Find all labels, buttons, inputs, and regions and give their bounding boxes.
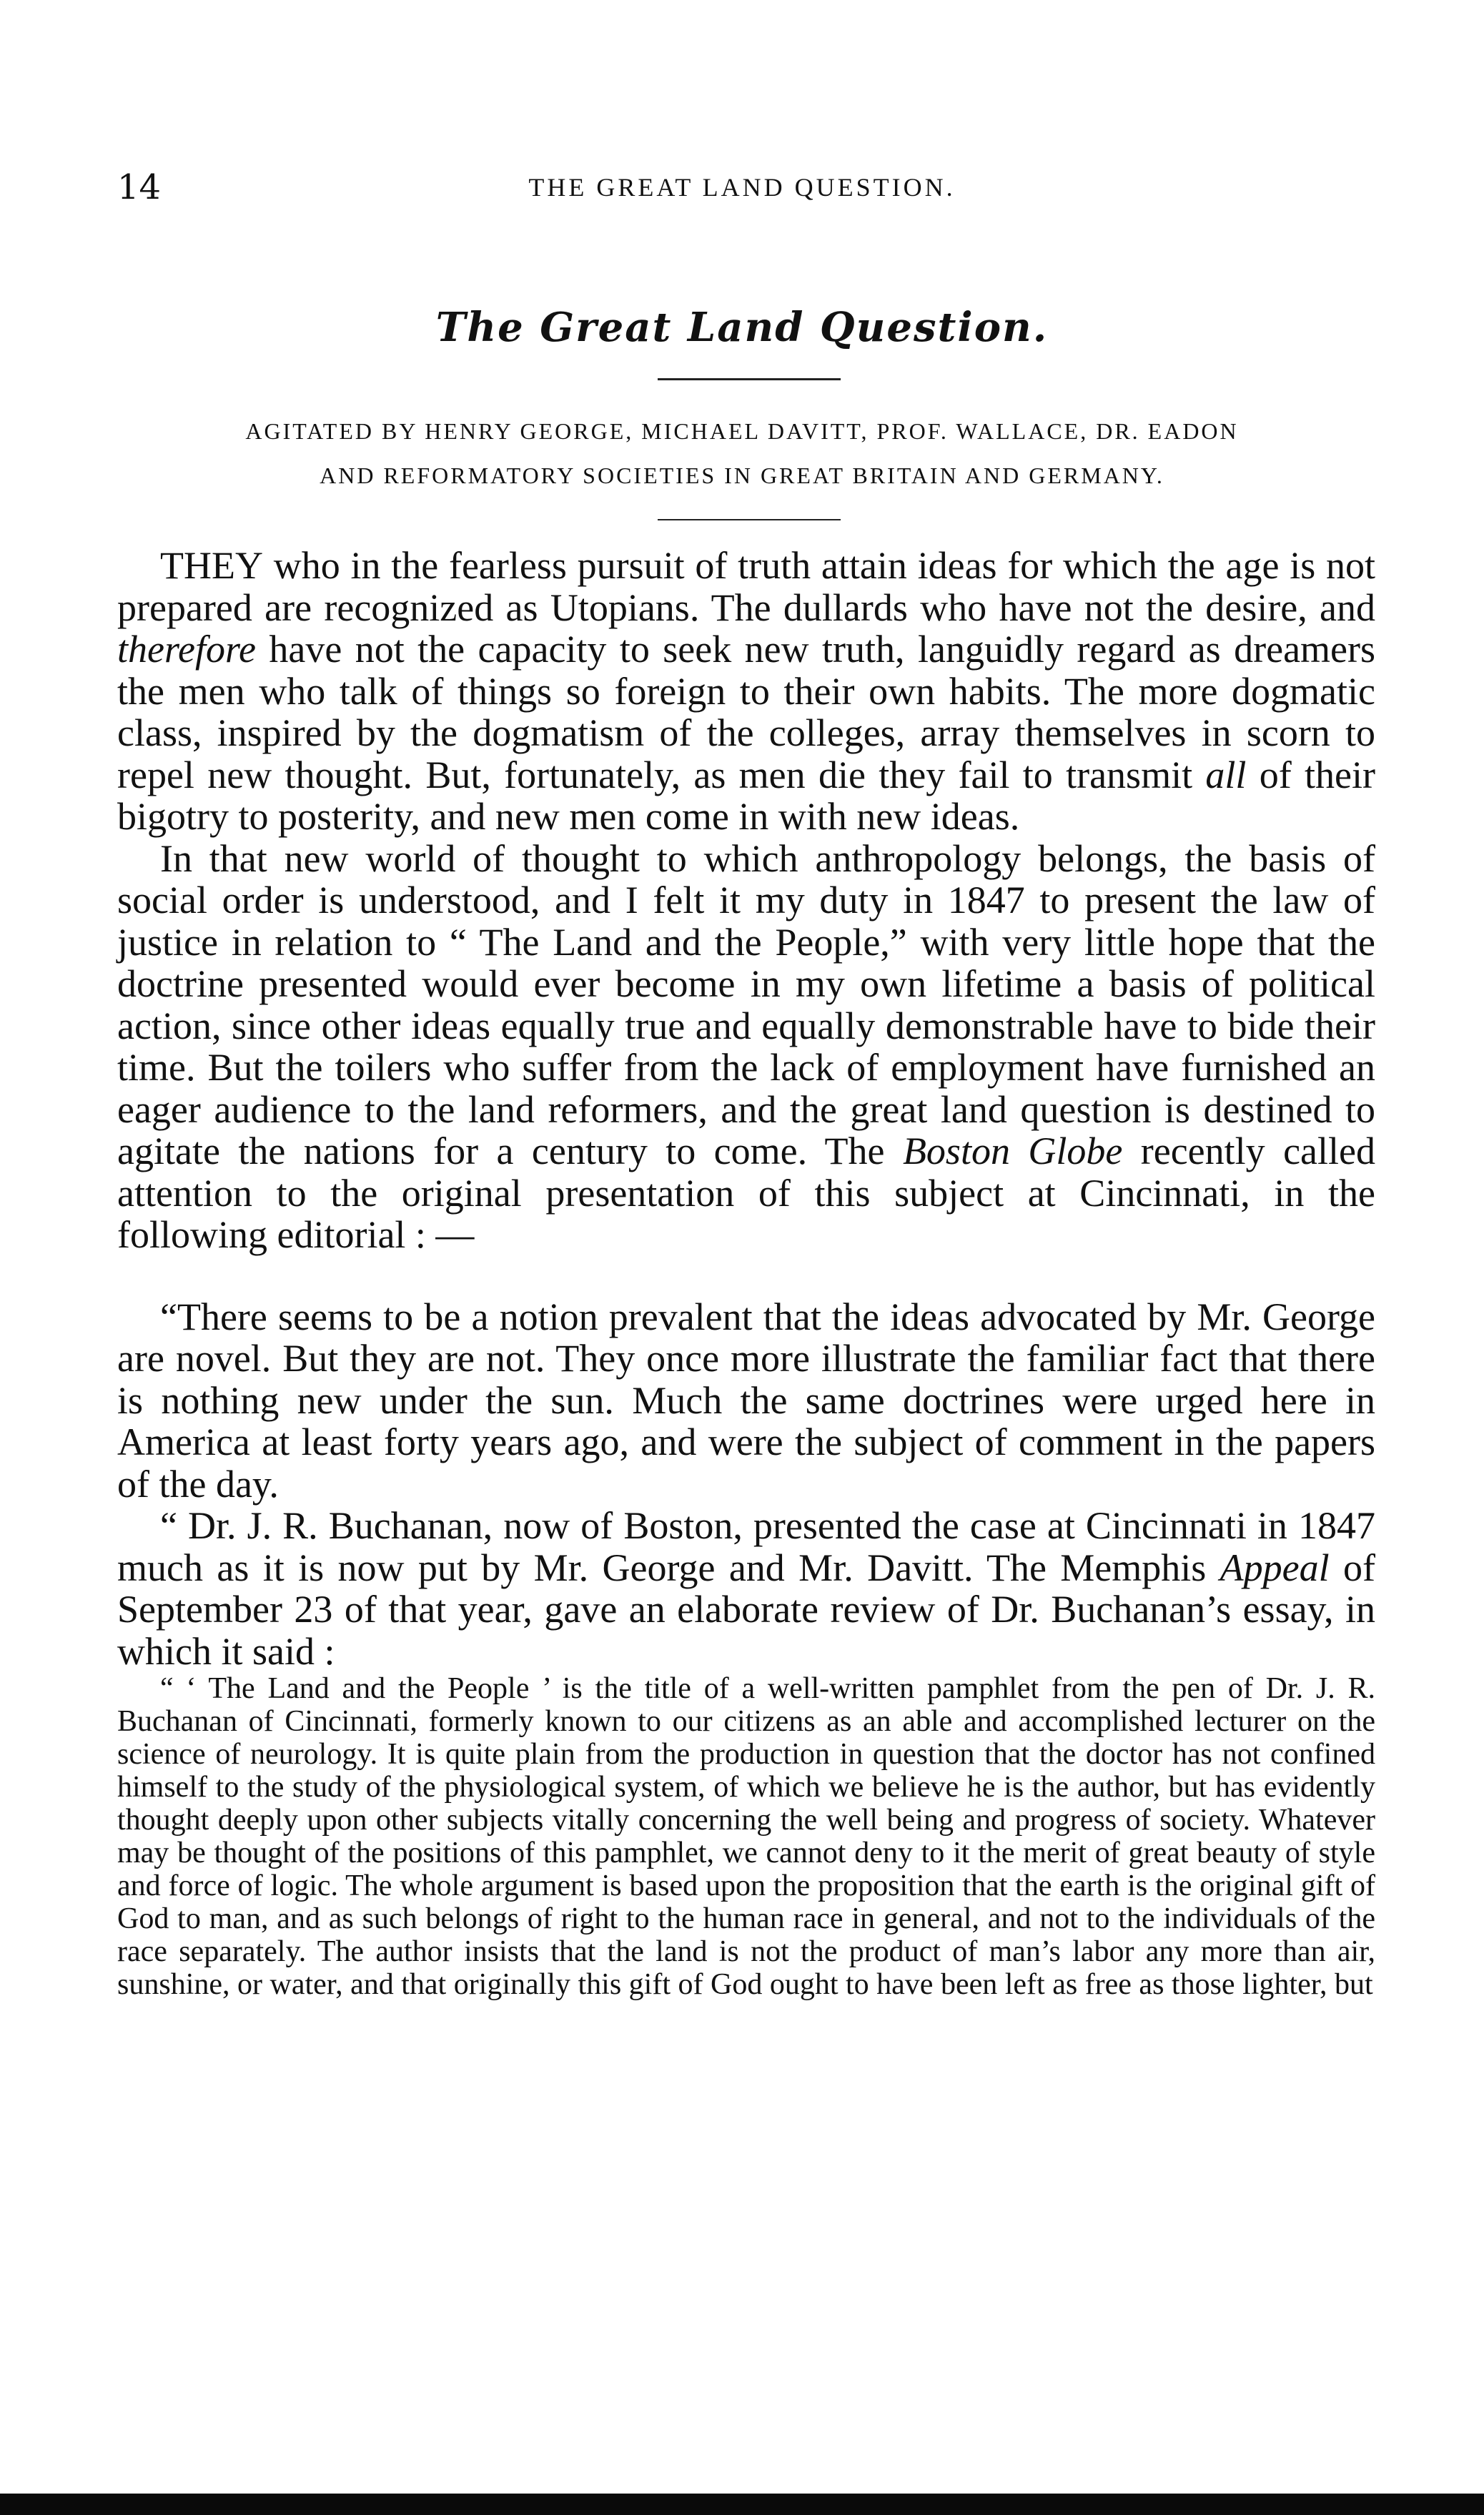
text-run: of their bigotry to posterity, and new men come in with new ideas. bbox=[117, 753, 1375, 838]
subtitle-line-1: AGITATED BY HENRY GEORGE, MICHAEL DAVITT, PROF. WALLACE, DR. EADON bbox=[245, 418, 1239, 444]
text-run: In that new world of thought to which anthropology belongs, the basis of social order is understood, and I felt it my duty in 1847 to present the law of justice in relation to “ The Land and the People,” with very little hope that the doctrine presented would ever become in my own lifetime a basis of political action, since other ideas equally true and equally demonstrable have to bide their time. But the toilers who suffer from the lack of employment have furnished an eager audience to the land reformers, and the great land question is destined to agitate the nations for a century to come. The bbox=[117, 836, 1375, 1172]
paragraph-2 bbox=[117, 838, 1375, 1256]
subtitle-rule bbox=[658, 519, 841, 520]
text-run: who in the fearless pursuit of truth attain ideas for which the age is not prepared are recognized as Utopians. The dullards who have not the desire, and bbox=[117, 544, 1375, 629]
paragraph-4 bbox=[117, 1505, 1375, 1672]
title-rule bbox=[658, 378, 841, 380]
page-number: 14 bbox=[117, 167, 162, 207]
subtitle-line-2: AND REFORMATORY SOCIETIES IN GREAT BRITAIN AND GERMANY. bbox=[320, 463, 1164, 488]
italic-run: all bbox=[1205, 753, 1247, 796]
text-run: recently called attention to the original presentation of this subject at Cincinnati, in the following editorial : — bbox=[117, 1130, 1375, 1256]
text-run: “ Dr. J. R. Buchanan, now of Boston, presented the case at Cincinnati in 1847 much as it is now put by Mr. George and Mr. Davitt. The Memphis bbox=[117, 1504, 1375, 1589]
italic-run: Boston Globe bbox=[902, 1130, 1123, 1172]
paragraph-1 bbox=[117, 545, 1375, 838]
body-text bbox=[117, 545, 1375, 2001]
scan-edge-bar bbox=[0, 2494, 1484, 2515]
text-run: have not the capacity to seek new truth, languidly regard as dreamers the men who talk of things so foreign to their own habits. The more dogmatic class, inspired by the dogmatism of the colleges, array themselves in scorn to repel new thought. But, fortunately, as men die they fail to transmit bbox=[117, 628, 1375, 796]
page-header bbox=[0, 166, 1484, 209]
italic-run: Appeal bbox=[1220, 1546, 1330, 1589]
chapter-title: The Great Land Question. bbox=[435, 304, 1049, 351]
text-run: of September 23 of that year, gave an elaborate review of Dr. Buchanan’s essay, in which it said : bbox=[117, 1546, 1376, 1673]
italic-run: therefore bbox=[117, 628, 256, 671]
running-title: THE GREAT LAND QUESTION. bbox=[528, 173, 956, 202]
lead-word: THEY bbox=[160, 544, 263, 587]
block-quote: “ ‘ The Land and the People ’ is the title of a well-written pamphlet from the pen of Dr. J. R. Buchanan of Cincinnati, formerly known to our citizens as an able and accomplished lecturer on the science of neurology. It is quite plain from the production in question that the doctor has not confined himself to the study of the physiological system, of which we believe he is the author, but has evidently thought deeply upon other subjects vitally concerning the well being and progress of society. Whatever may be thought of the positions of this pamphlet, we cannot deny to it the merit of great beauty of style and force of logic. The whole argument is based upon the proposition that the earth is the original gift of God to man, and as such belongs of right to the human race in general, and not to the individuals of the race separately. The author insists that the land is not the product of man’s labor any more than air, sunshine, or water, and that originally this gift of God ought to have been left as free as those lighter, but bbox=[117, 1672, 1375, 2001]
paragraph-3: “There seems to be a notion prevalent that the ideas advocated by Mr. George are novel. But they are not. They once more illustrate the familiar fact that there is nothing new under the sun. Much the same doctrines were urged here in America at least forty years ago, and were the subject of comment in the papers of the day. bbox=[117, 1295, 1375, 1506]
